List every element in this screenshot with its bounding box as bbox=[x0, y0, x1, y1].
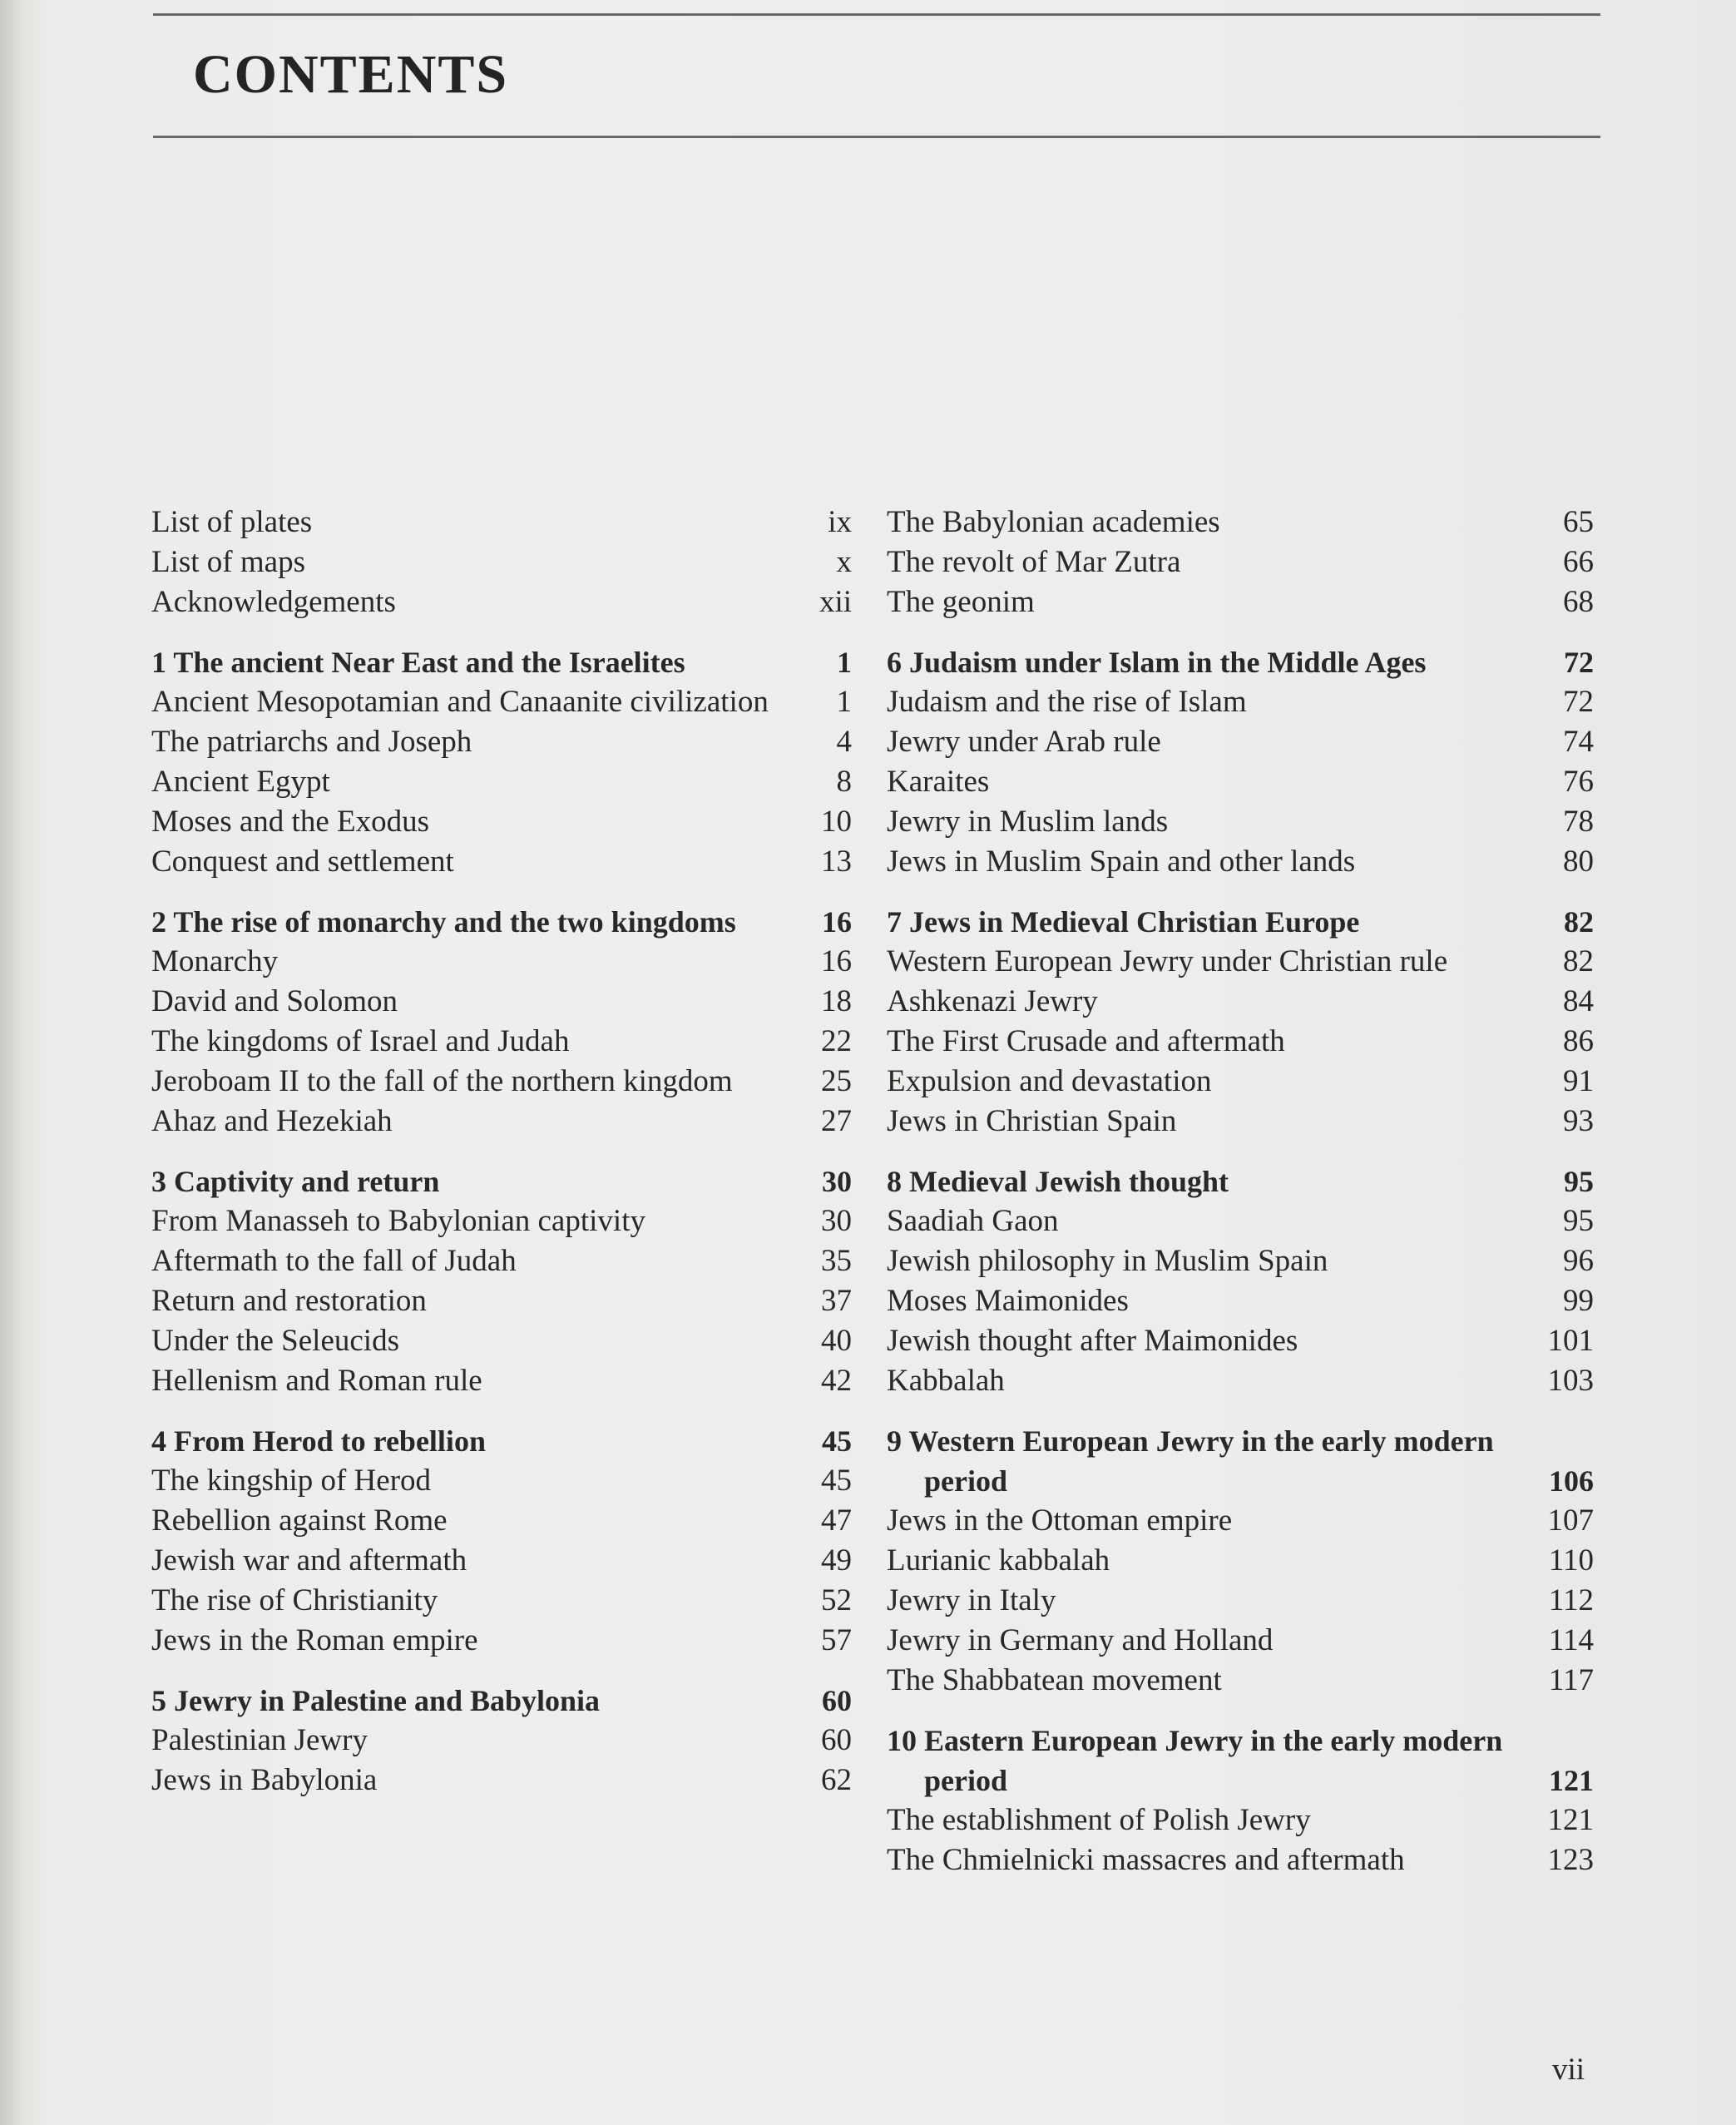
toc-entry-page: 121 bbox=[1547, 1803, 1594, 1837]
toc-entry-page: 78 bbox=[1563, 805, 1594, 839]
toc-entry bbox=[151, 1761, 852, 1801]
section-gap bbox=[887, 882, 1594, 902]
toc-entry-page: 22 bbox=[821, 1024, 852, 1058]
toc-entry-page: 45 bbox=[821, 1464, 852, 1498]
toc-entry bbox=[151, 542, 852, 582]
toc-entry bbox=[151, 1461, 852, 1501]
toc-entry bbox=[887, 1661, 1594, 1701]
toc-entry bbox=[887, 942, 1594, 982]
toc-entry-title: Kabbalah bbox=[887, 1364, 1005, 1398]
toc-entry-title: Jews in Muslim Spain and other lands bbox=[887, 845, 1356, 879]
toc-entry-page: 62 bbox=[821, 1763, 852, 1797]
toc-entry-title: Ahaz and Hezekiah bbox=[151, 1104, 393, 1138]
toc-entry-title: Jews in Christian Spain bbox=[887, 1104, 1177, 1138]
toc-entry-page: 1 bbox=[837, 646, 852, 679]
toc-entry-page: 45 bbox=[822, 1424, 852, 1458]
toc-entry bbox=[151, 722, 852, 762]
toc-chapter bbox=[151, 1162, 852, 1201]
page-title: CONTENTS bbox=[193, 44, 509, 105]
toc-entry-title: 1 The ancient Near East and the Israelites bbox=[151, 646, 685, 679]
toc-entry-title: Monarchy bbox=[151, 944, 279, 978]
toc-entry-page: 101 bbox=[1547, 1324, 1594, 1358]
toc-entry-page: 107 bbox=[1547, 1503, 1594, 1538]
toc-entry-page: 99 bbox=[1563, 1284, 1594, 1318]
toc-entry bbox=[151, 1541, 852, 1581]
toc-entry bbox=[151, 582, 852, 622]
toc-entry bbox=[151, 1022, 852, 1062]
toc-entry-title: Palestinian Jewry bbox=[151, 1723, 368, 1757]
toc-entry bbox=[887, 1102, 1594, 1142]
toc-entry-page: 82 bbox=[1563, 944, 1594, 978]
toc-entry-page: 121 bbox=[1549, 1764, 1594, 1797]
toc-entry bbox=[151, 762, 852, 802]
toc-entry-title: Jews in Babylonia bbox=[151, 1763, 378, 1797]
toc-entry-title: Jeroboam II to the fall of the northern kingdom bbox=[151, 1064, 733, 1098]
toc-entry bbox=[151, 1102, 852, 1142]
toc-entry bbox=[151, 1062, 852, 1102]
toc-entry-page: ix bbox=[828, 505, 852, 539]
toc-entry-title: 5 Jewry in Palestine and Babylonia bbox=[151, 1684, 601, 1717]
section-gap bbox=[151, 1142, 852, 1162]
toc-entry-title: The patriarchs and Joseph bbox=[151, 725, 472, 759]
toc-entry-page: 112 bbox=[1548, 1583, 1594, 1617]
toc-entry-page: 27 bbox=[821, 1104, 852, 1138]
toc-entry-page: 72 bbox=[1564, 646, 1594, 679]
toc-entry-page: 16 bbox=[822, 905, 852, 939]
toc-entry-page: 82 bbox=[1564, 905, 1594, 939]
toc-chapter bbox=[887, 1721, 1594, 1801]
toc-entry-page: 68 bbox=[1563, 585, 1594, 619]
toc-entry-page: 10 bbox=[821, 805, 852, 839]
toc-entry bbox=[887, 1281, 1594, 1321]
toc-chapter bbox=[151, 642, 852, 682]
toc-entry-page: 95 bbox=[1564, 1165, 1594, 1198]
toc-entry-title: Jews in the Roman empire bbox=[151, 1623, 478, 1657]
toc-entry-title: 2 The rise of monarchy and the two kingdoms bbox=[151, 905, 736, 939]
section-gap bbox=[151, 1661, 852, 1681]
toc-entry-title: The kingship of Herod bbox=[151, 1464, 432, 1498]
toc-entry-title: Conquest and settlement bbox=[151, 845, 454, 879]
toc-entry bbox=[151, 942, 852, 982]
toc-entry bbox=[151, 1321, 852, 1361]
toc-entry bbox=[887, 1501, 1594, 1541]
toc-entry-title: Jews in the Ottoman empire bbox=[887, 1503, 1233, 1538]
toc-entry bbox=[887, 1541, 1594, 1581]
section-gap bbox=[887, 1701, 1594, 1721]
title-rule bbox=[153, 136, 1600, 138]
toc-entry-page: 84 bbox=[1563, 984, 1594, 1018]
toc-entry bbox=[887, 982, 1594, 1022]
toc-entry bbox=[887, 1581, 1594, 1621]
toc-entry-title: Karaites bbox=[887, 765, 990, 799]
toc-entry-title: 6 Judaism under Islam in the Middle Ages bbox=[887, 646, 1427, 679]
toc-chapter bbox=[151, 1681, 852, 1721]
toc-chapter bbox=[887, 642, 1594, 682]
toc-chapter bbox=[151, 1421, 852, 1461]
toc-entry-page: 86 bbox=[1563, 1024, 1594, 1058]
toc-entry-page: 66 bbox=[1563, 545, 1594, 579]
toc-entry-page: 47 bbox=[821, 1503, 852, 1538]
toc-entry bbox=[887, 1241, 1594, 1281]
toc-entry-page: 25 bbox=[821, 1064, 852, 1098]
toc-entry-title: Western European Jewry under Christian rule bbox=[887, 944, 1448, 978]
toc-entry bbox=[887, 1621, 1594, 1661]
toc-entry bbox=[887, 1361, 1594, 1401]
toc-entry bbox=[151, 1281, 852, 1321]
toc-chapter bbox=[887, 902, 1594, 942]
toc-entry-title: The rise of Christianity bbox=[151, 1583, 438, 1617]
toc-entry-title: Rebellion against Rome bbox=[151, 1503, 448, 1538]
toc-entry bbox=[887, 762, 1594, 802]
toc-chapter bbox=[887, 1421, 1594, 1501]
toc-entry-title: Moses and the Exodus bbox=[151, 805, 429, 839]
toc-entry bbox=[151, 982, 852, 1022]
toc-entry-title: 9 Western European Jewry in the early modern period bbox=[887, 1424, 1494, 1498]
toc-entry-page: 103 bbox=[1547, 1364, 1594, 1398]
toc-entry-page: 42 bbox=[821, 1364, 852, 1398]
toc-entry-page: 76 bbox=[1563, 765, 1594, 799]
toc-entry bbox=[887, 1801, 1594, 1840]
toc-entry bbox=[151, 1501, 852, 1541]
toc-entry bbox=[151, 1361, 852, 1401]
toc-entry-title: The establishment of Polish Jewry bbox=[887, 1803, 1311, 1837]
toc-entry bbox=[151, 1241, 852, 1281]
toc-entry-title: Jewry in Germany and Holland bbox=[887, 1623, 1274, 1657]
toc-entry-title: 7 Jews in Medieval Christian Europe bbox=[887, 905, 1360, 939]
toc-entry bbox=[151, 503, 852, 542]
contents-right-column bbox=[887, 503, 1594, 1880]
toc-entry-title: Under the Seleucids bbox=[151, 1324, 399, 1358]
toc-entry-title: Judaism and the rise of Islam bbox=[887, 685, 1247, 719]
toc-entry-title: The geonim bbox=[887, 585, 1035, 619]
toc-entry-page: 96 bbox=[1563, 1244, 1594, 1278]
toc-entry bbox=[151, 1201, 852, 1241]
toc-entry-page: 60 bbox=[822, 1684, 852, 1717]
toc-entry bbox=[887, 1840, 1594, 1880]
section-gap bbox=[887, 622, 1594, 642]
section-gap bbox=[887, 1401, 1594, 1421]
toc-entry bbox=[151, 1721, 852, 1761]
toc-entry-title: Moses Maimonides bbox=[887, 1284, 1129, 1318]
section-gap bbox=[151, 622, 852, 642]
toc-entry-title: Return and restoration bbox=[151, 1284, 427, 1318]
toc-entry bbox=[887, 542, 1594, 582]
toc-entry-page: 65 bbox=[1563, 505, 1594, 539]
toc-entry bbox=[887, 1062, 1594, 1102]
toc-entry-page: 74 bbox=[1563, 725, 1594, 759]
toc-entry bbox=[887, 722, 1594, 762]
toc-entry-title: The revolt of Mar Zutra bbox=[887, 545, 1181, 579]
toc-chapter bbox=[151, 902, 852, 942]
toc-entry bbox=[151, 842, 852, 882]
toc-entry-page: 30 bbox=[821, 1204, 852, 1238]
toc-entry-title: David and Solomon bbox=[151, 984, 398, 1018]
top-rule bbox=[153, 13, 1600, 16]
toc-entry-title: 3 Captivity and return bbox=[151, 1165, 440, 1198]
toc-entry bbox=[887, 842, 1594, 882]
toc-entry-page: 52 bbox=[821, 1583, 852, 1617]
toc-entry-title: Lurianic kabbalah bbox=[887, 1543, 1110, 1578]
toc-entry bbox=[151, 1581, 852, 1621]
toc-entry bbox=[151, 1621, 852, 1661]
toc-entry-title: The Chmielnicki massacres and aftermath bbox=[887, 1843, 1405, 1877]
toc-entry-title: Ancient Mesopotamian and Canaanite civilization bbox=[151, 685, 769, 719]
toc-entry-title: Acknowledgements bbox=[151, 585, 396, 619]
toc-entry-title: List of plates bbox=[151, 505, 313, 539]
toc-entry-title: From Manasseh to Babylonian captivity bbox=[151, 1204, 645, 1238]
toc-entry-title: Aftermath to the fall of Judah bbox=[151, 1244, 517, 1278]
toc-entry-title: List of maps bbox=[151, 545, 305, 579]
toc-entry-title: The Shabbatean movement bbox=[887, 1663, 1222, 1697]
toc-entry-page: 123 bbox=[1547, 1843, 1594, 1877]
toc-entry-page: 80 bbox=[1563, 845, 1594, 879]
toc-entry-title: The kingdoms of Israel and Judah bbox=[151, 1024, 570, 1058]
toc-entry bbox=[887, 1201, 1594, 1241]
toc-entry-page: 37 bbox=[821, 1284, 852, 1318]
toc-entry-page: 106 bbox=[1549, 1464, 1594, 1498]
toc-entry bbox=[887, 682, 1594, 722]
toc-entry-title: Jewish philosophy in Muslim Spain bbox=[887, 1244, 1328, 1278]
toc-entry-page: 4 bbox=[836, 725, 852, 759]
toc-entry bbox=[887, 503, 1594, 542]
toc-entry-title: Hellenism and Roman rule bbox=[151, 1364, 482, 1398]
section-gap bbox=[151, 882, 852, 902]
toc-entry-title: 4 From Herod to rebellion bbox=[151, 1424, 486, 1458]
toc-entry-page: 60 bbox=[821, 1723, 852, 1757]
toc-chapter bbox=[887, 1162, 1594, 1201]
toc-entry-page: 30 bbox=[822, 1165, 852, 1198]
toc-entry-title: Jewry in Italy bbox=[887, 1583, 1056, 1617]
toc-entry-page: 8 bbox=[836, 765, 852, 799]
toc-entry-page: 117 bbox=[1548, 1663, 1594, 1697]
section-gap bbox=[151, 1401, 852, 1421]
toc-entry-title: 10 Eastern European Jewry in the early modern period bbox=[887, 1724, 1503, 1797]
toc-entry-page: 95 bbox=[1563, 1204, 1594, 1238]
toc-entry-page: 40 bbox=[821, 1324, 852, 1358]
toc-entry-title: Jewish war and aftermath bbox=[151, 1543, 467, 1578]
toc-entry-title: The Babylonian academies bbox=[887, 505, 1220, 539]
toc-entry-page: 91 bbox=[1563, 1064, 1594, 1098]
page-number: vii bbox=[1552, 2053, 1585, 2087]
toc-entry-page: xii bbox=[819, 585, 852, 619]
toc-entry-title: Jewish thought after Maimonides bbox=[887, 1324, 1298, 1358]
toc-entry-page: 16 bbox=[821, 944, 852, 978]
toc-entry-page: 35 bbox=[821, 1244, 852, 1278]
toc-entry bbox=[887, 802, 1594, 842]
toc-entry-page: 18 bbox=[821, 984, 852, 1018]
toc-entry-title: Expulsion and devastation bbox=[887, 1064, 1212, 1098]
toc-entry-title: Ashkenazi Jewry bbox=[887, 984, 1098, 1018]
toc-entry-page: x bbox=[836, 545, 852, 579]
toc-entry bbox=[151, 802, 852, 842]
contents-left-column bbox=[151, 503, 852, 1801]
toc-entry-page: 1 bbox=[836, 685, 852, 719]
toc-entry-title: The First Crusade and aftermath bbox=[887, 1024, 1285, 1058]
toc-entry bbox=[887, 582, 1594, 622]
toc-entry bbox=[887, 1321, 1594, 1361]
toc-entry-title: Jewry under Arab rule bbox=[887, 725, 1161, 759]
toc-entry-page: 110 bbox=[1548, 1543, 1594, 1578]
toc-entry bbox=[887, 1022, 1594, 1062]
toc-entry-title: Jewry in Muslim lands bbox=[887, 805, 1169, 839]
toc-entry-title: 8 Medieval Jewish thought bbox=[887, 1165, 1229, 1198]
toc-entry bbox=[151, 682, 852, 722]
toc-entry-page: 49 bbox=[821, 1543, 852, 1578]
section-gap bbox=[887, 1142, 1594, 1162]
toc-entry-page: 72 bbox=[1563, 685, 1594, 719]
toc-entry-page: 13 bbox=[821, 845, 852, 879]
toc-entry-title: Saadiah Gaon bbox=[887, 1204, 1059, 1238]
toc-entry-page: 57 bbox=[821, 1623, 852, 1657]
toc-entry-page: 114 bbox=[1548, 1623, 1594, 1657]
toc-entry-title: Ancient Egypt bbox=[151, 765, 330, 799]
toc-entry-page: 93 bbox=[1563, 1104, 1594, 1138]
